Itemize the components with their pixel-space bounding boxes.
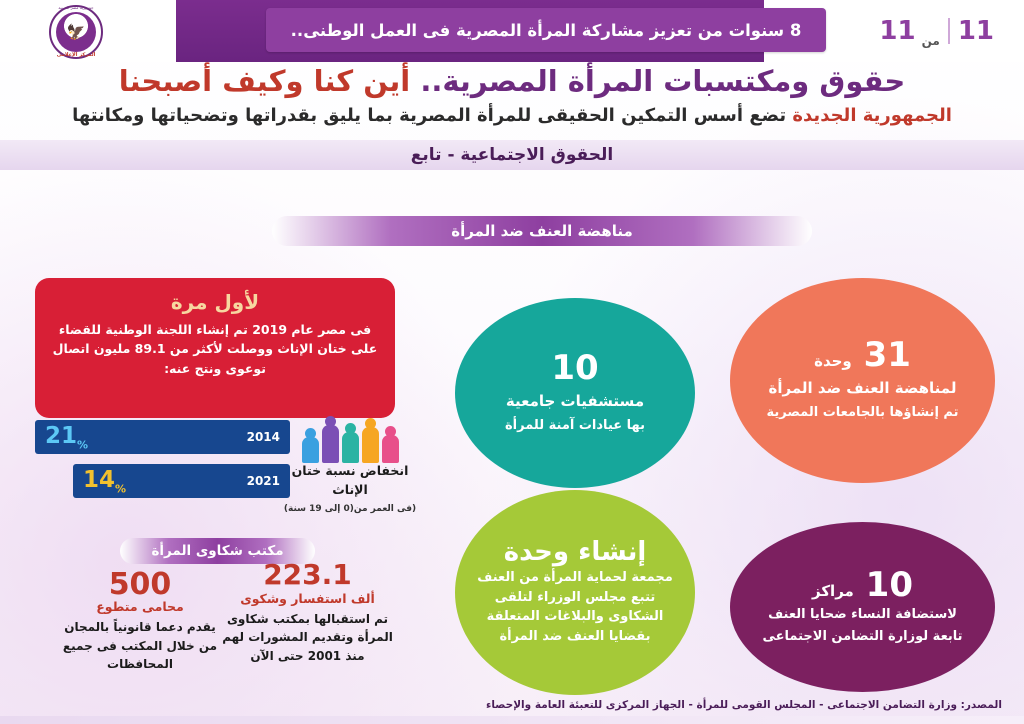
- page-of-label: من: [921, 34, 940, 48]
- volunteer-lawyers-stat: [60, 568, 220, 674]
- centers-number: 10 مراكز: [812, 564, 913, 605]
- oval-university-hospitals: [455, 298, 695, 488]
- bar-2014-value: $21_{\%}$: [45, 422, 89, 452]
- subtitle-rest: تضع أسس التمكين الحقيقى للمرأة المصرية بما يليق بقدراتها وتضحياتها ومكانتها: [72, 105, 787, 126]
- hospitals-line2: بها عيادات آمنة للمرأة: [505, 417, 645, 433]
- logo-bottom-text: المركز الإعلامى: [56, 52, 96, 58]
- figure-body-4: [322, 425, 339, 463]
- chart-caption: [280, 462, 420, 516]
- footer-strip: [0, 716, 1024, 724]
- first-time-title: لأول مرة: [170, 290, 260, 314]
- page-current: 11: [957, 16, 994, 46]
- chart-subtitle: (فى العمر من(0 إلى 19 سنة): [283, 503, 417, 514]
- figure-body-5: [302, 437, 319, 463]
- logo-inner: [56, 12, 96, 52]
- page-counter: [879, 10, 994, 52]
- inquiries-stat: [215, 560, 400, 666]
- bar-2014-year: 2014: [246, 430, 280, 444]
- page-divider: [948, 18, 950, 44]
- source-note: المصدر: وزارة التضامن الاجتماعى - المجلس القومى للمرأة - الجهاز المركزى للتعبئة العامة والإحصاء: [486, 699, 1002, 712]
- headline-main: حقوق ومكتسبات المرأة المصرية..: [420, 64, 906, 98]
- inquiries-desc: تم استقبالها بمكتب شكاوى المرأة وتقديم المشورات لهم منذ 2001 حتى الآن: [222, 611, 393, 663]
- chart-title: انخفاض نسبة ختان الإناث: [291, 463, 409, 497]
- units-line2: تم إنشاؤها بالجامعات المصرية: [766, 405, 959, 421]
- topic-pill-text: مناهضة العنف ضد المرأة: [451, 222, 633, 240]
- page-total: 11: [879, 16, 916, 46]
- bar-2014: [35, 420, 290, 454]
- logo-top-text: جمهورية مصر العربية: [58, 5, 94, 10]
- units-number: 31 وحدة: [814, 335, 911, 376]
- bar-2021-value: $14_{\%}$: [83, 466, 127, 496]
- page-title: [0, 64, 1024, 98]
- centers-line2: تابعة لوزارة التضامن الاجتماعى: [762, 629, 963, 644]
- headline-accent: أين كنا وكيف أصبحنا: [118, 64, 411, 98]
- subtitle-accent: الجمهورية الجديدة: [792, 105, 952, 126]
- inquiries-number: 223.1: [263, 558, 352, 591]
- centers-line1: لاستضافة النساء ضحايا العنف: [768, 606, 957, 622]
- hospitals-line1: مستشفيات جامعية: [505, 391, 645, 410]
- figure-body-1: [382, 435, 399, 463]
- lawyers-desc: يقدم دعما قانونياً بالمجان من خلال المكتب فى جميع المحافظات: [62, 620, 218, 672]
- header-banner: [266, 8, 826, 52]
- oval-anti-violence-units: [730, 278, 995, 483]
- oval-protection-unit: [455, 490, 695, 695]
- government-logo: [28, 6, 124, 58]
- inquiries-label: ألف استفسار وشكوى: [240, 590, 375, 606]
- eagle-icon: 🦅: [66, 22, 86, 41]
- oval-hosting-centers: [730, 522, 995, 692]
- units-line1: لمناهضة العنف ضد المرأة: [768, 379, 957, 398]
- complaints-pill-text: مكتب شكاوى المرأة: [151, 543, 284, 559]
- figure-body-2: [362, 427, 379, 463]
- page-subtitle: [0, 105, 1024, 126]
- hospitals-number: 10: [551, 347, 599, 388]
- bar-2021-year: 2021: [246, 474, 280, 488]
- logo-circle: [49, 5, 103, 59]
- lawyers-number: 500: [108, 567, 172, 602]
- family-illustration-icon: [286, 415, 414, 463]
- figure-body-3: [342, 432, 359, 463]
- lawyers-label: محامى متطوع: [96, 599, 184, 614]
- bar-2021: [73, 464, 290, 498]
- header-banner-text: 8 سنوات من تعزيز مشاركة المرأة المصرية فى العمل الوطنى..: [290, 20, 802, 40]
- topic-pill: [272, 216, 812, 246]
- section-title: الحقوق الاجتماعية - تابع: [410, 145, 614, 165]
- protection-title: إنشاء وحدة: [503, 537, 647, 567]
- first-time-card: [35, 278, 395, 418]
- protection-desc: مجمعة لحماية المرأة من العنف تتبع مجلس الوزراء لتلقى الشكاوى والبلاغات المتعلقة بقضايا العنف ضد المرأة: [477, 570, 673, 644]
- fgm-bar-chart: [35, 420, 305, 500]
- first-time-body: فى مصر عام 2019 تم إنشاء اللجنة الوطنية للقضاء على ختان الإناث ووصلت لأكثر من 89.1 مليون اتصال توعوى ونتج عنه:: [52, 322, 378, 376]
